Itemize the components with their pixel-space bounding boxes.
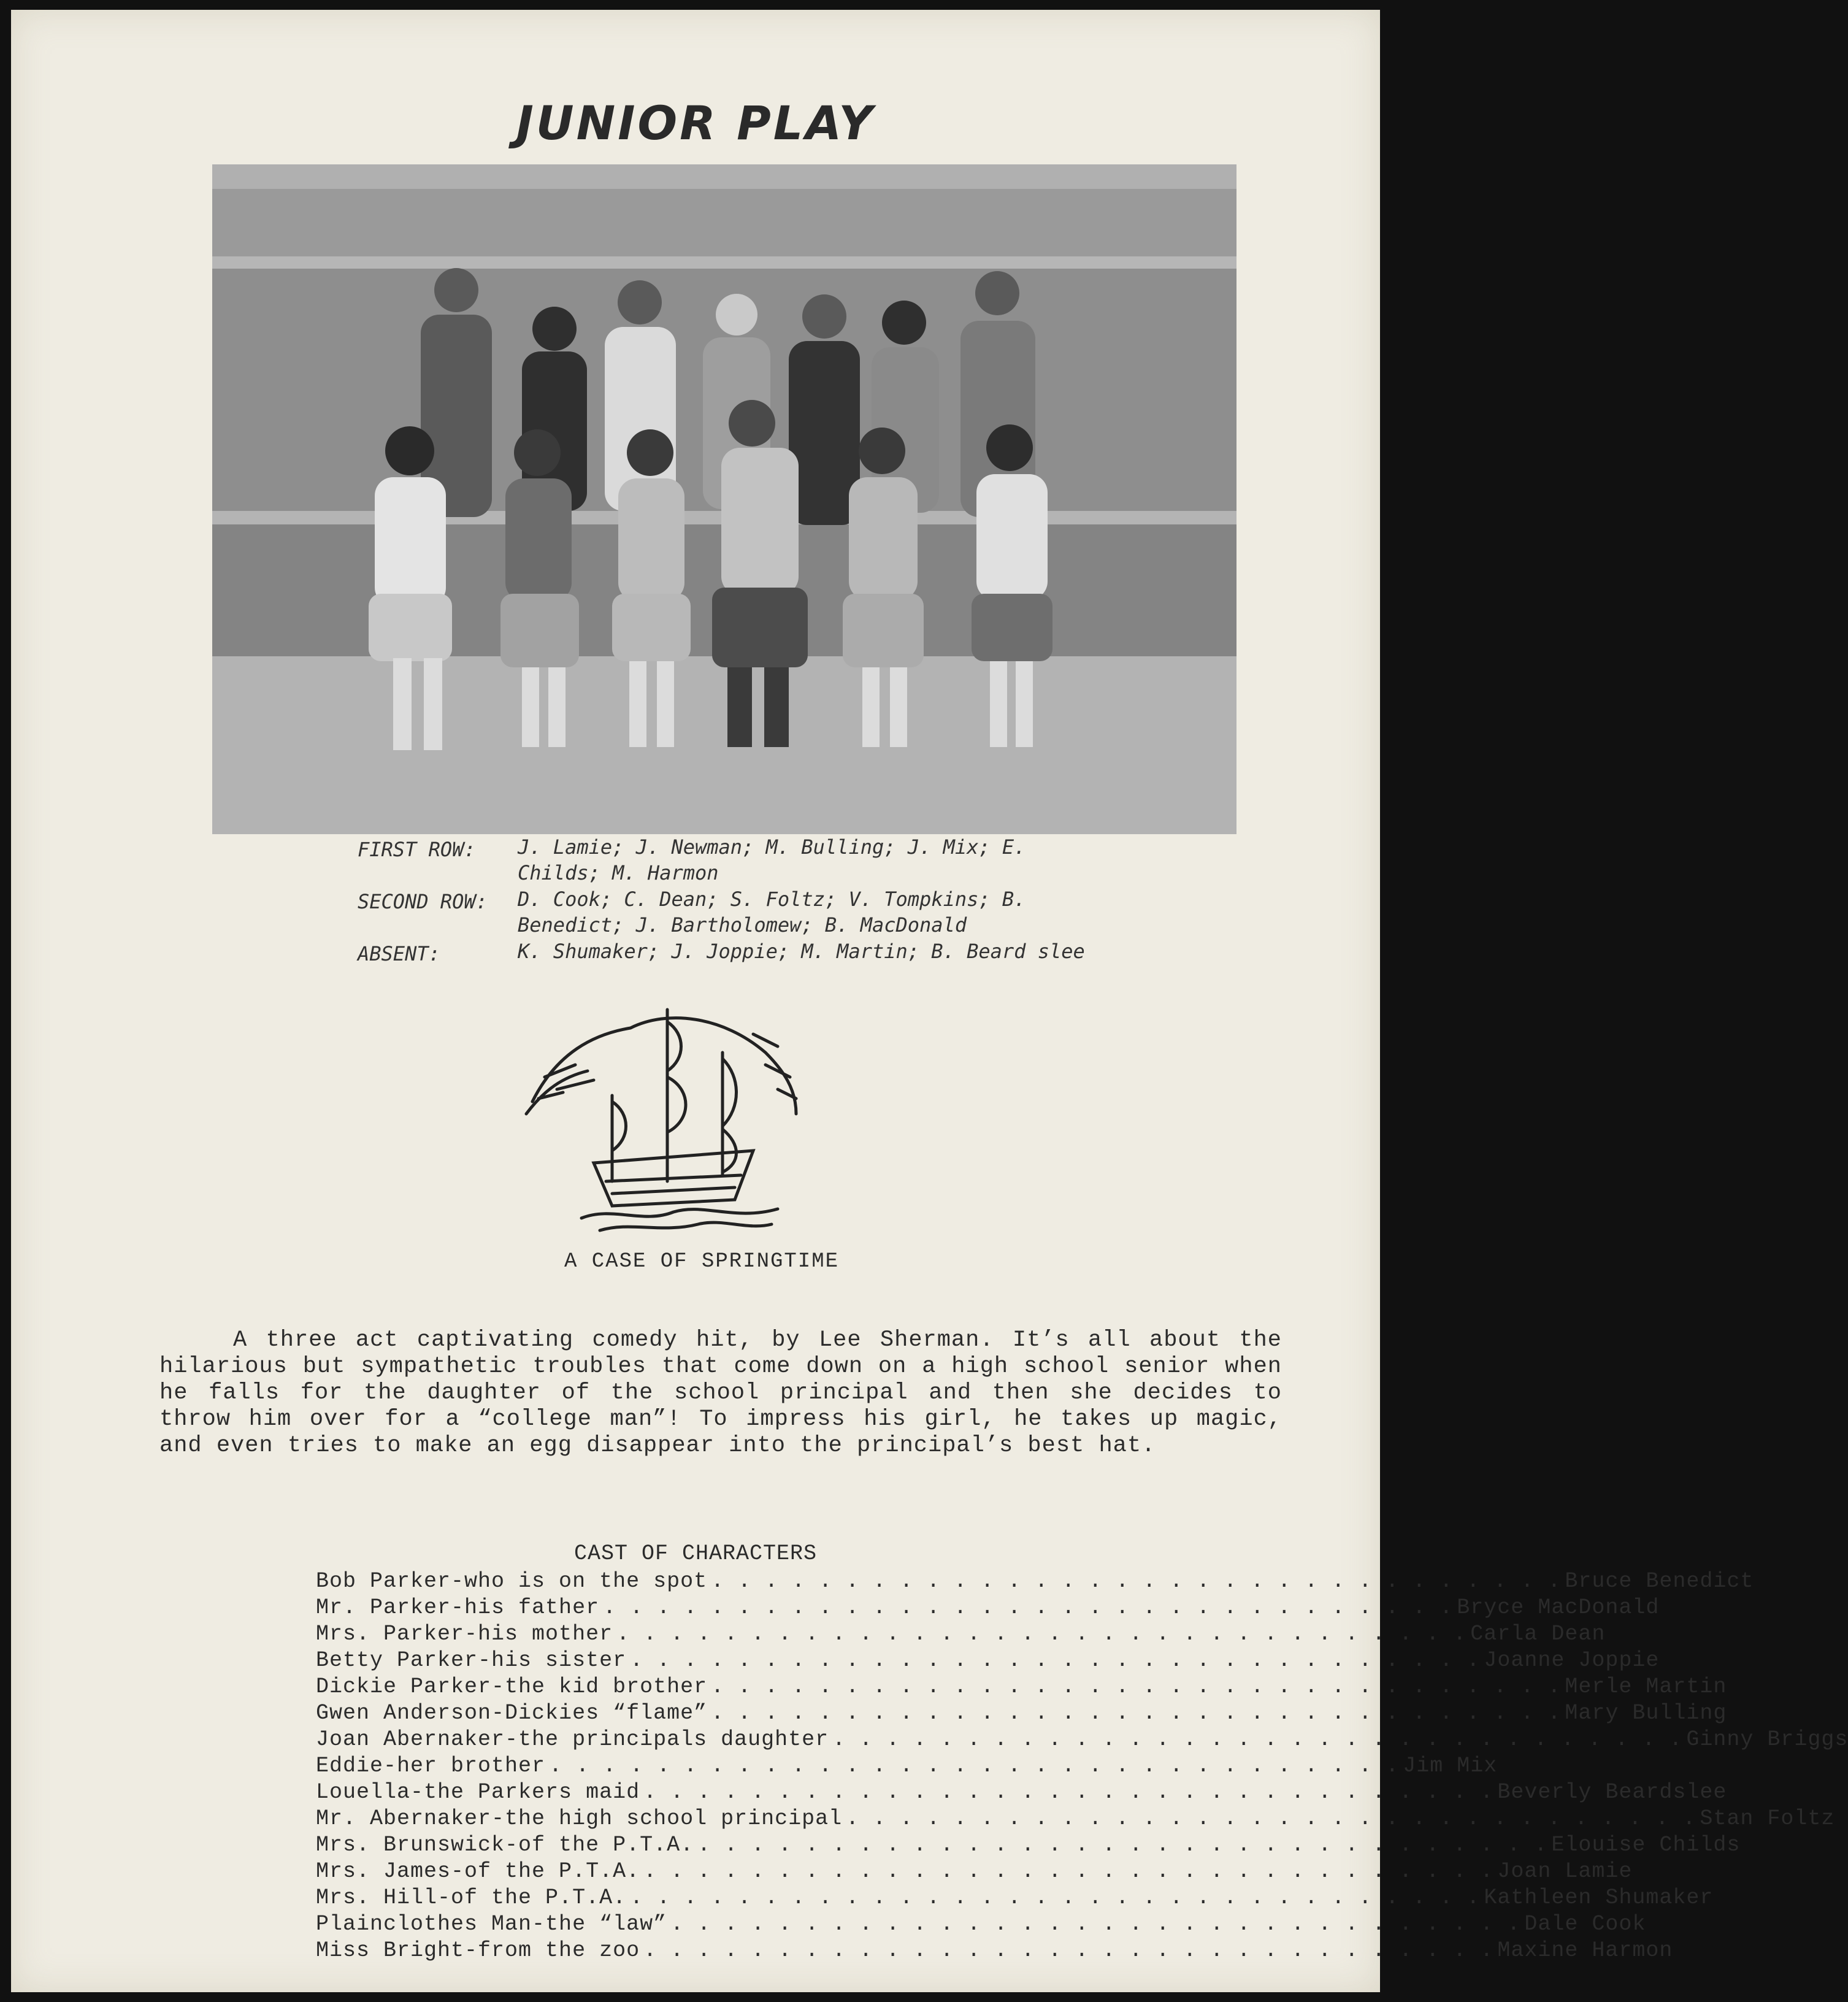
cast-leader-dots: . . . . . . . . . . . . . . . . . . . . . . . . . . . . . . . .: [630, 1648, 1481, 1673]
cast-role: Bob Parker-who is on the spot: [316, 1569, 708, 1594]
absent-label: ABSENT:: [358, 942, 440, 965]
cast-actor: Ginny Briggs: [1686, 1727, 1848, 1752]
cast-leader-dots: . . . . . . . . . . . . . . . . . . . . . . . . . . . . . . . .: [846, 1806, 1697, 1831]
cast-role: Louella-the Parkers maid: [316, 1780, 640, 1804]
group-photo: [212, 164, 1236, 834]
cast-leader-dots: . . . . . . . . . . . . . . . . . . . . . . . . . . . . . . . .: [643, 1780, 1494, 1804]
cast-actor: Carla Dean: [1470, 1622, 1606, 1646]
cast-row: [316, 1858, 1633, 1885]
cast-role: Mrs. Hill-of the P.T.A.: [316, 1885, 627, 1910]
play-title: A CASE OF SPRINGTIME: [564, 1250, 840, 1273]
cast-leader-dots: . . . . . . . . . . . . . . . . . . . . . . . . . . . . . . . .: [711, 1701, 1562, 1725]
cast-role: Plainclothes Man-the “law”: [316, 1912, 667, 1936]
cast-role: Mrs. Parker-his mother: [316, 1622, 613, 1646]
cast-actor: Mary Bulling: [1565, 1701, 1727, 1725]
cast-row: [316, 1753, 1498, 1779]
cast-actor: Joanne Joppie: [1484, 1648, 1660, 1673]
cast-actor: Merle Martin: [1565, 1674, 1727, 1699]
cast-leader-dots: . . . . . . . . . . . . . . . . . . . . . . . . . . . . . . . .: [643, 1859, 1494, 1884]
cast-leader-dots: . . . . . . . . . . . . . . . . . . . . . . . . . . . . . . . .: [697, 1833, 1548, 1857]
cast-role: Dickie Parker-the kid brother: [316, 1674, 708, 1699]
cast-actor: Joan Lamie: [1497, 1859, 1633, 1884]
page-title: JUNIOR PLAY: [516, 96, 875, 150]
cast-leader-dots: . . . . . . . . . . . . . . . . . . . . . . . . . . . . . . . .: [616, 1622, 1467, 1646]
cast-row: [316, 1621, 1606, 1647]
cast-row: [316, 1595, 1660, 1621]
cast-row: [316, 1568, 1754, 1595]
cast-actor: Beverly Beardslee: [1497, 1780, 1727, 1804]
cast-leader-dots: . . . . . . . . . . . . . . . . . . . . . . . . . . . . . . . .: [670, 1912, 1521, 1936]
cast-list: [316, 1568, 1848, 1964]
cast-role: Betty Parker-his sister: [316, 1648, 627, 1673]
first-row-names: J. Lamie; J. Newman; M. Bulling; J. Mix; E. Childs; M. Harmon: [518, 835, 1026, 884]
cast-actor: Bryce MacDonald: [1457, 1595, 1660, 1620]
cast-row: [316, 1806, 1835, 1832]
cast-row: [316, 1727, 1848, 1753]
cast-row: [316, 1832, 1741, 1858]
yearbook-page: [11, 10, 1848, 1992]
absent-names: K. Shumaker; J. Joppie; M. Martin; B. Beard slee: [518, 940, 1085, 963]
cast-leader-dots: . . . . . . . . . . . . . . . . . . . . . . . . . . . . . . . .: [832, 1727, 1683, 1752]
cast-actor: Jim Mix: [1403, 1754, 1498, 1778]
cast-row: [316, 1911, 1646, 1938]
cast-role: Mrs. James-of the P.T.A.: [316, 1859, 640, 1884]
cast-leader-dots: . . . . . . . . . . . . . . . . . . . . . . . . . . . . . . . .: [711, 1674, 1562, 1699]
cast-role: Mrs. Brunswick-of the P.T.A.: [316, 1833, 694, 1857]
cast-actor: Bruce Benedict: [1565, 1569, 1754, 1594]
cast-leader-dots: . . . . . . . . . . . . . . . . . . . . . . . . . . . . . . . .: [711, 1569, 1562, 1594]
cast-role: Gwen Anderson-Dickies “flame”: [316, 1701, 708, 1725]
second-row-label: SECOND ROW:: [358, 890, 488, 913]
second-row-names: D. Cook; C. Dean; S. Foltz; V. Tompkins; B. Benedict; J. Bartholomew; B. MacDonald: [518, 888, 1026, 937]
cast-actor: Stan Foltz: [1700, 1806, 1835, 1831]
cast-row: [316, 1674, 1727, 1700]
cast-role: Eddie-her brother: [316, 1754, 546, 1778]
cast-role: Mr. Abernaker-the high school principal: [316, 1806, 843, 1831]
cast-row: [316, 1885, 1714, 1911]
cast-heading: CAST OF CHARACTERS: [573, 1541, 818, 1566]
cast-actor: Dale Cook: [1524, 1912, 1646, 1936]
cast-leader-dots: . . . . . . . . . . . . . . . . . . . . . . . . . . . . . . . .: [603, 1595, 1454, 1620]
cast-row: [316, 1700, 1727, 1727]
cast-row: [316, 1647, 1660, 1674]
group-photo-image: [212, 164, 1236, 834]
cast-actor: Elouise Childs: [1551, 1833, 1741, 1857]
cast-row: [316, 1938, 1673, 1964]
cast-role: Mr. Parker-his father: [316, 1595, 600, 1620]
cast-leader-dots: . . . . . . . . . . . . . . . . . . . . . . . . . . . . . . . .: [643, 1938, 1494, 1963]
cast-leader-dots: . . . . . . . . . . . . . . . . . . . . . . . . . . . . . . . .: [630, 1885, 1481, 1910]
cast-row: [316, 1779, 1727, 1806]
first-row-label: FIRST ROW:: [358, 838, 476, 861]
cast-leader-dots: . . . . . . . . . . . . . . . . . . . . . . . . . . . . . . . .: [549, 1754, 1400, 1778]
cast-role: Joan Abernaker-the principals daughter: [316, 1727, 829, 1752]
cast-role: Miss Bright-from the zoo: [316, 1938, 640, 1963]
cast-actor: Kathleen Shumaker: [1484, 1885, 1714, 1910]
play-description: A three act captivating comedy hit, by Lee Sherman. It’s all about the hilarious but sympathetic troubles that come down on a high school senior when he falls for the daughter of the school principal and then she decides to throw him over for a “college man”! To impress his girl, he takes up magic, and even tries to make an egg disappear into the principal’s best hat.: [159, 1327, 1282, 1459]
cast-actor: Maxine Harmon: [1497, 1938, 1673, 1963]
ship-emblem-icon: [520, 997, 808, 1237]
